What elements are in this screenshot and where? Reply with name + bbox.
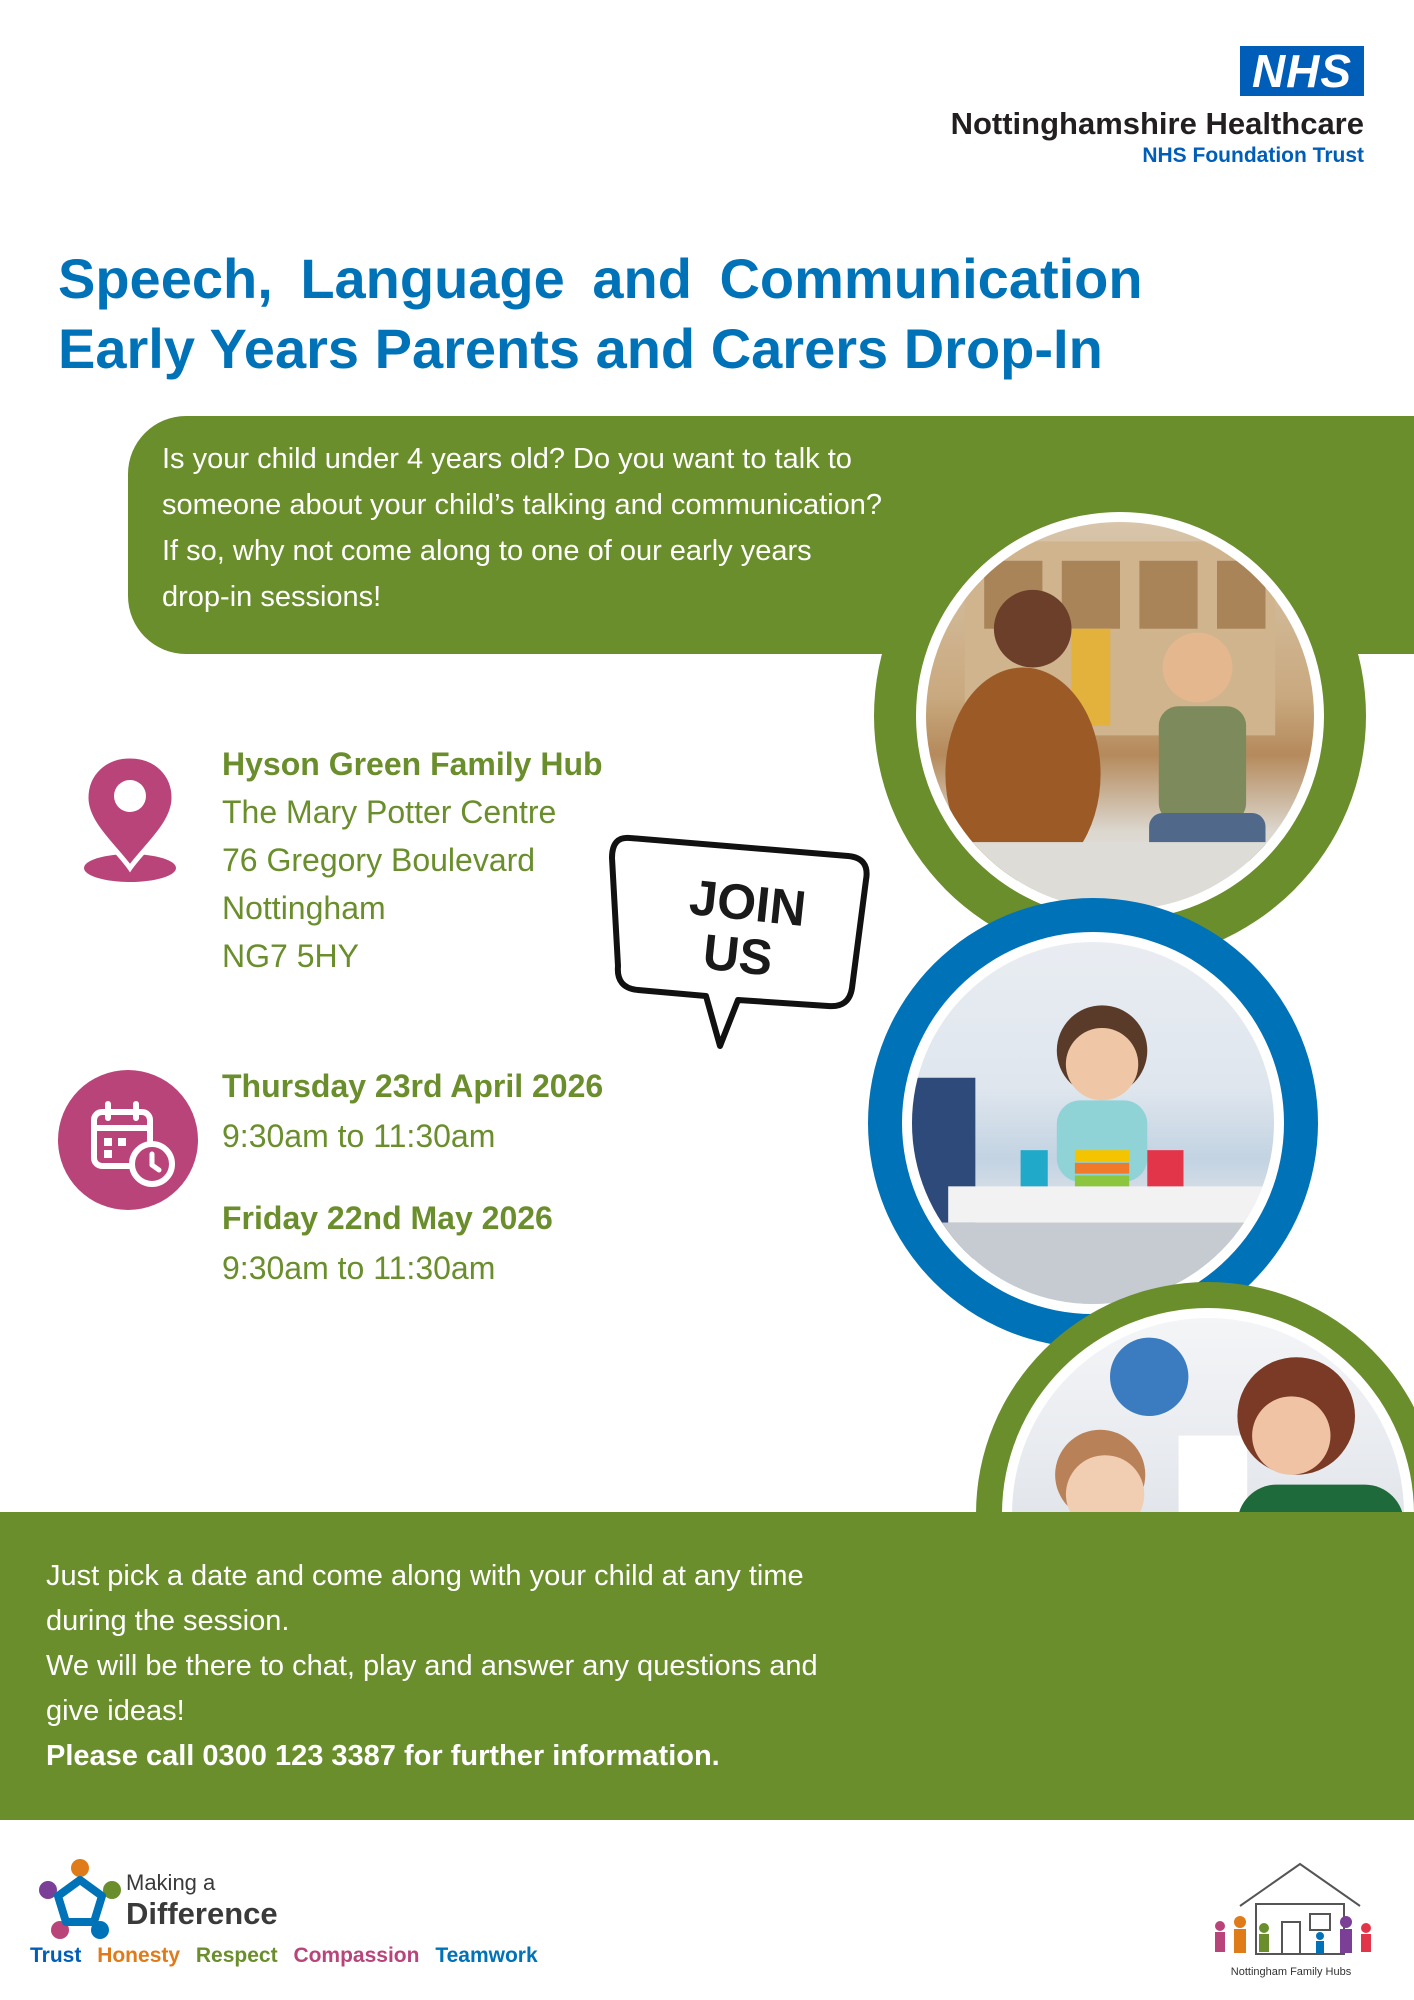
venue-name: Hyson Green Family Hub xyxy=(222,746,603,782)
session-time: 9:30am to 11:30am xyxy=(222,1250,496,1286)
map-pin-icon xyxy=(80,752,180,884)
family-hubs-logo xyxy=(1200,1856,1380,1966)
info-line: during the session. xyxy=(46,1605,290,1637)
page-title xyxy=(58,244,1388,384)
intro-line: Is your child under 4 years old? Do you want to talk to xyxy=(162,443,852,475)
intro-line: drop-in sessions! xyxy=(162,581,382,613)
footer-making: Making a xyxy=(126,1870,216,1895)
trust-values xyxy=(30,1944,548,1968)
photo-frame xyxy=(916,512,1324,920)
photo-illustration xyxy=(912,942,1274,1304)
venue-address-line: NG7 5HY xyxy=(222,938,359,974)
session-date: Friday 22nd May 2026 xyxy=(222,1200,553,1236)
title-line-1: Speech, Language and Communication xyxy=(58,247,1143,310)
session-date: Thursday 23rd April 2026 xyxy=(222,1068,604,1104)
join-us-line-2: US xyxy=(700,923,776,987)
making-a-difference-logo xyxy=(30,1852,130,1952)
photo-ring-1 xyxy=(874,470,1366,962)
title-line-2: Early Years Parents and Carers Drop-In xyxy=(58,317,1103,380)
info-text xyxy=(46,1554,946,1779)
info-line: Just pick a date and come along with your child at any time xyxy=(46,1560,804,1592)
value-teamwork: Teamwork xyxy=(435,1944,538,1967)
value-compassion: Compassion xyxy=(293,1944,420,1967)
venue-address-line: The Mary Potter Centre xyxy=(222,794,557,830)
intro-line: someone about your child’s talking and communication? xyxy=(162,489,883,521)
info-line: We will be there to chat, play and answer any questions and xyxy=(46,1650,818,1682)
org-subtitle: NHS Foundation Trust xyxy=(1142,144,1364,167)
value-honesty: Honesty xyxy=(97,1944,181,1967)
nhs-logo: NHS xyxy=(1240,46,1364,96)
calendar-clock-icon xyxy=(58,1070,198,1210)
photo-adult-child-signing xyxy=(926,522,1314,910)
venue-address-line: 76 Gregory Boulevard xyxy=(222,842,536,878)
value-trust: Trust xyxy=(30,1944,82,1967)
call-info: Please call 0300 123 3387 for further information. xyxy=(46,1740,720,1772)
info-line: give ideas! xyxy=(46,1695,185,1727)
join-us-callout xyxy=(608,828,878,1054)
photo-ring-2 xyxy=(868,898,1318,1348)
footer-difference: Difference xyxy=(126,1896,278,1931)
photo-illustration xyxy=(926,522,1314,910)
intro-line: If so, why not come along to one of our early years xyxy=(162,535,812,567)
family-hubs-label: Nottingham Family Hubs xyxy=(1230,1966,1352,1978)
photo-frame xyxy=(902,932,1284,1314)
value-respect: Respect xyxy=(195,1944,278,1967)
venue-address-line: Nottingham xyxy=(222,890,386,926)
org-name: Nottinghamshire Healthcare xyxy=(950,106,1364,141)
photo-girl-with-toys xyxy=(912,942,1274,1304)
session-time: 9:30am to 11:30am xyxy=(222,1118,496,1154)
join-us-line-1: JOIN xyxy=(686,869,809,938)
